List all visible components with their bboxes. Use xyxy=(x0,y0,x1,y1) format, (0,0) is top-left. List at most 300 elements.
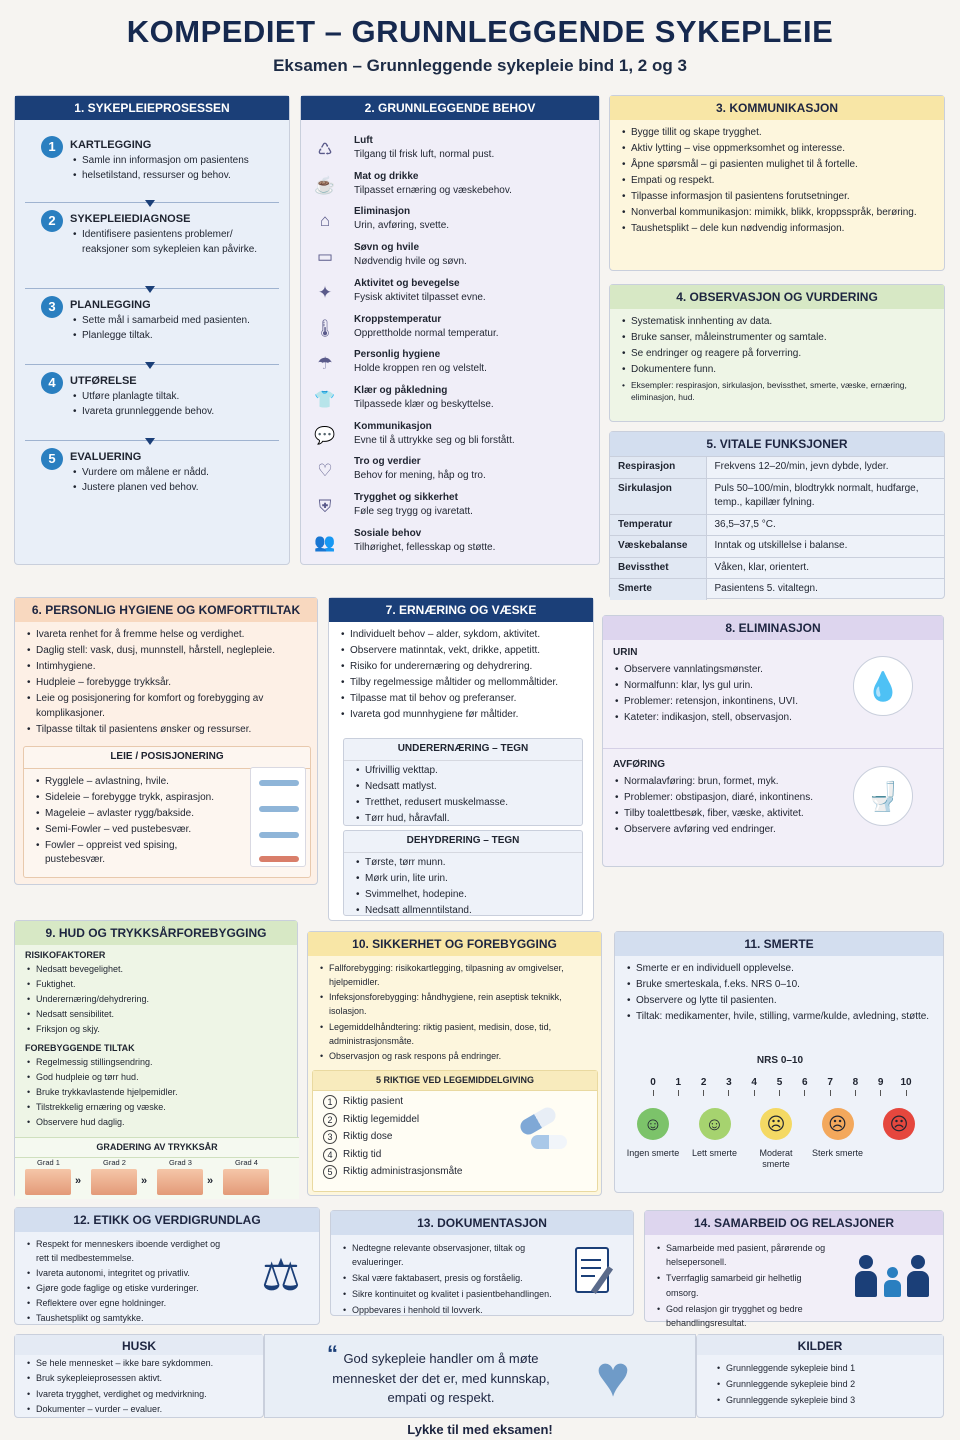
list-item: • Observere hud daglig. xyxy=(27,1116,287,1130)
page-title: KOMPEDIET – GRUNNLEGGENDE SYKEPLEIE xyxy=(126,14,834,49)
nrs-number: 5 xyxy=(776,1077,783,1088)
step-items xyxy=(73,390,273,419)
need-item xyxy=(311,348,581,382)
card-title: 4. OBSERVASJON OG VURDERING xyxy=(610,285,944,309)
grade-label: Grad 1 xyxy=(37,1158,60,1167)
vital-label: Smerte xyxy=(610,579,706,600)
pain-face-icon: ☺ xyxy=(637,1108,669,1140)
list-item: • Se hele mennesket – ikke bare sykdommen. xyxy=(27,1357,253,1371)
dehydrering-box xyxy=(343,830,583,916)
list-item: • Tilby regelmessige måltider og mellommåltider. xyxy=(341,676,583,691)
list-item: • Bygge tillit og skape trygghet. xyxy=(622,126,934,141)
shield-icon: ⛨ xyxy=(318,497,332,516)
arrow-down-icon xyxy=(145,286,155,293)
right-number: 2 xyxy=(323,1113,337,1127)
step-name: UTFØRELSE xyxy=(70,375,137,387)
list-item: • Leie og posisjonering for komfort og forebygging av komplikasjoner. xyxy=(27,692,307,721)
list-item: • Oppbevares i henhold til lovverk. xyxy=(343,1303,553,1317)
step-items xyxy=(73,228,273,257)
positioning-list xyxy=(24,769,239,874)
chevron-right-icon: » xyxy=(207,1175,214,1187)
list-item: • Ivareta autonomi, integritet og privatliv. xyxy=(27,1267,233,1281)
list-item: • Hudpleie – forebygge trykksår. xyxy=(27,676,307,691)
vital-label: Bevissthet xyxy=(610,557,706,579)
right-number: 5 xyxy=(323,1165,337,1179)
process-step xyxy=(25,448,290,518)
card-husk xyxy=(14,1334,264,1418)
nrs-tick xyxy=(804,1090,805,1096)
shower-icon: ☂ xyxy=(317,354,333,374)
list-item: • Legemiddelhåndtering: riktig pasient, medisin, dose, tid, administrasjonsmåte. xyxy=(320,1021,591,1049)
avforing-list xyxy=(603,773,843,843)
need-name: Kommunikasjon xyxy=(354,420,432,432)
need-desc: Føle seg trygg og ivaretatt. xyxy=(354,506,473,517)
table-row xyxy=(610,536,944,558)
vital-value: Inntak og utskillelse i balanse. xyxy=(706,536,944,558)
card-title: 13. DOKUMENTASJON xyxy=(331,1211,633,1235)
card-samarbeid xyxy=(644,1210,944,1328)
pain-face-icon: ☹ xyxy=(883,1108,915,1140)
card-sikkerhet xyxy=(307,931,602,1196)
nrs-title: NRS 0–10 xyxy=(756,1055,804,1066)
list-item: • Empati og respekt. xyxy=(622,174,934,189)
list-item: • Planlegge tiltak. xyxy=(73,329,273,344)
list-item: • Sideleie – forebygge trykk, aspirasjon. xyxy=(36,791,229,806)
card-hud-trykksar xyxy=(14,920,298,1198)
arrow-down-icon xyxy=(145,438,155,445)
list-item: • Fowler – oppreist ved spising, pustebesvær. xyxy=(36,839,229,868)
footer-text: Lykke til med eksamen! xyxy=(407,1422,553,1437)
need-name: Sosiale behov xyxy=(354,527,422,539)
need-name: Personlig hygiene xyxy=(354,349,441,361)
list-item: • Bruke smerteskala, f.eks. NRS 0–10. xyxy=(627,978,933,993)
list-item: • Nedsatt matlyst. xyxy=(356,780,572,795)
right-label: Riktig pasient xyxy=(343,1096,404,1108)
card-dokumentasjon xyxy=(330,1210,634,1316)
right-label: Riktig tid xyxy=(343,1148,382,1160)
need-desc: Opprettholde normal temperatur. xyxy=(354,327,499,339)
list-item: • Risiko for underernæring og dehydrering. xyxy=(341,660,583,675)
need-desc: Evne til å uttrykke seg og bli forstått. xyxy=(354,434,515,446)
pressure-ulcer-grade-icon xyxy=(223,1169,269,1195)
list-item: • Tørste, tørr munn. xyxy=(356,856,572,871)
notepad-pen-icon xyxy=(571,1243,621,1303)
right-number: 4 xyxy=(323,1148,337,1162)
nrs-tick xyxy=(703,1090,704,1096)
list-item: • Dokumenter – vurder – evaluer. xyxy=(27,1403,253,1417)
list-item: • Fuktighet. xyxy=(27,978,287,992)
list-item: • Aktiv lytting – vise oppmerksomhet og interesse. xyxy=(622,142,934,157)
list-item: • Tilpasse mat til behov og preferanser. xyxy=(341,692,583,707)
list-item: • Sikre kontinuitet og kvalitet i pasientbehandlingen. xyxy=(343,1287,553,1301)
list-item: • Tilpasse tiltak til pasientens ønsker og ressurser. xyxy=(27,723,307,738)
list-item: • Bruk sykepleieprosessen aktivt. xyxy=(27,1372,253,1386)
card-title: 3. KOMMUNIKASJON xyxy=(610,96,944,120)
list-item: • Nedtegne relevante observasjoner, tiltak og evalueringer. xyxy=(343,1241,553,1270)
list-item: • Tilby toalettbesøk, fiber, væske, aktivitet. xyxy=(615,807,833,822)
kilder-list xyxy=(697,1355,943,1413)
pain-face-label: Lett smerte xyxy=(691,1148,738,1158)
sikkerhet-list xyxy=(308,956,601,1070)
list-item xyxy=(323,1165,587,1180)
grading-title: GRADERING AV TRYKKSÅR xyxy=(15,1138,299,1158)
right-number: 1 xyxy=(323,1095,337,1109)
list-item: • Utføre planlagte tiltak. xyxy=(73,390,273,405)
step-number: 3 xyxy=(41,296,63,318)
toilet-icon: 🚽 xyxy=(853,766,913,826)
list-item: • Samarbeide med pasient, pårørende og helsepersonell. xyxy=(657,1241,835,1270)
card-personlig-hygiene xyxy=(14,597,318,885)
nrs-number: 6 xyxy=(802,1077,808,1088)
list-item: • God hudpleie og tørr hud. xyxy=(27,1071,287,1085)
etikk-list xyxy=(15,1232,243,1331)
list-item: • Taushetsplikt – dele kun nødvendig informasjon. xyxy=(622,222,934,237)
list-item: • Åpne spørsmål – gi pasienten mulighet til å fortelle. xyxy=(622,158,934,173)
need-desc: Tilhørighet, fellesskap og støtte. xyxy=(354,541,496,553)
nrs-number: 10 xyxy=(900,1077,912,1088)
list-item: • Intimhygiene. xyxy=(27,660,307,675)
need-item xyxy=(311,170,581,204)
kommunikasjon-list xyxy=(610,120,944,242)
step-name: SYKEPLEIEDIAGNOSE xyxy=(70,213,191,225)
list-item: • Se endringer og reagere på forverring. xyxy=(622,347,934,362)
pain-face-label: Moderat smerte xyxy=(759,1148,793,1169)
list-item: • Underernæring/dehydrering. xyxy=(27,993,287,1007)
water-drop-icon: 💧 xyxy=(853,656,913,716)
right-label: Riktig administrasjonsmåte xyxy=(343,1166,463,1178)
positioning-title: LEIE / POSISJONERING xyxy=(24,747,310,769)
list-item: • Ivareta renhet for å fremme helse og verdighet. xyxy=(27,628,307,643)
list-item: • God relasjon gir trygghet og bedre behandlingsresultat. xyxy=(657,1302,835,1331)
chevron-right-icon: » xyxy=(75,1175,82,1187)
vital-label: Væskebalanse xyxy=(610,536,706,558)
vital-value: Puls 50–100/min, blodtrykk normalt, hudfarge, temp., kapillær fylning. xyxy=(706,478,944,514)
step-number: 1 xyxy=(41,136,63,158)
list-item: • Normalfunn: klar, lys gul urin. xyxy=(615,679,933,694)
list-item: • Friksjon og skjy. xyxy=(27,1023,287,1037)
arrow-down-icon xyxy=(145,200,155,207)
vital-value: Våken, klar, orientert. xyxy=(706,557,944,579)
heart-icon: ♡ xyxy=(317,461,333,481)
nrs-tick xyxy=(728,1090,729,1096)
card-title: 14. SAMARBEID OG RELASJONER xyxy=(645,1211,943,1235)
pain-face-label: Ingen smerte xyxy=(626,1148,680,1158)
list-item: • Skal være faktabasert, presis og forståelig. xyxy=(343,1271,553,1285)
hygiene-list xyxy=(15,622,317,743)
pain-face-icon: ☺ xyxy=(699,1108,731,1140)
need-item xyxy=(311,241,581,275)
ernaering-list xyxy=(329,622,593,728)
nrs-number: 2 xyxy=(700,1077,707,1088)
need-name: Tro og verdier xyxy=(354,456,421,468)
list-item: • Mørk urin, lite urin. xyxy=(356,872,572,887)
observasjon-list xyxy=(610,309,944,409)
quote-text: God sykepleie handler om å møte mennesket der det er, med kunnskap, empati og respekt. xyxy=(332,1351,550,1405)
divider xyxy=(603,748,943,749)
list-item: • Samle inn informasjon om pasientens xyxy=(73,154,273,169)
card-title: 9. HUD OG TRYKKSÅRFOREBYGGING xyxy=(15,921,297,945)
example-note: • Eksempler: respirasjon, sirkulasjon, bevissthet, smerte, væske, ernæring, eliminasjon, hud. xyxy=(622,379,934,404)
nrs-tick xyxy=(779,1090,780,1096)
step-items xyxy=(73,154,273,183)
list-item: • Rygglele – avlastning, hvile. xyxy=(36,775,229,790)
need-item xyxy=(311,491,581,525)
list-item: • Semi-Fowler – ved pustebesvær. xyxy=(36,823,229,838)
pressure-ulcer-grade-icon xyxy=(91,1169,137,1195)
cup-icon: ☕ xyxy=(314,175,336,195)
prevention-list xyxy=(15,1055,297,1135)
family-icon xyxy=(855,1251,935,1301)
list-item: • Problemer: retensjon, inkontinens, UVI. xyxy=(615,695,933,710)
list-item: • Observasjon og rask respons på endringer. xyxy=(320,1050,591,1064)
urin-label: URIN xyxy=(613,647,638,658)
need-desc: Behov for mening, håp og tro. xyxy=(354,470,486,482)
need-item xyxy=(311,527,581,561)
card-title: HUSK xyxy=(15,1335,263,1355)
list-item: • Grunnleggende sykepleie bind 3 xyxy=(717,1393,933,1407)
pain-face-icon: ☹ xyxy=(760,1108,792,1140)
vital-value: Pasientens 5. vitaltegn. xyxy=(706,579,944,600)
vital-signs-table xyxy=(610,456,944,600)
card-smerte xyxy=(614,931,944,1193)
card-observasjon xyxy=(609,284,945,422)
step-number: 2 xyxy=(41,210,63,232)
list-item: • Tverrfaglig samarbeid gir helhetlig omsorg. xyxy=(657,1271,835,1300)
step-number: 5 xyxy=(41,448,63,470)
need-item xyxy=(311,313,581,347)
nrs-number: 8 xyxy=(852,1077,859,1088)
list-item: • Nonverbal kommunikasjon: mimikk, blikk, kroppsspråk, berøring. xyxy=(622,206,934,221)
dehydrering-title: DEHYDRERING – TEGN xyxy=(344,831,582,853)
pressure-ulcer-grade-icon xyxy=(157,1169,203,1195)
list-item: • Systematisk innhenting av data. xyxy=(622,315,934,330)
list-item: • Ivareta trygghet, verdighet og medvirkning. xyxy=(27,1388,253,1402)
scales-icon: ⚖ xyxy=(261,1251,301,1300)
process-step xyxy=(25,136,290,206)
list-item: • Ufrivillig vekttap. xyxy=(356,764,572,779)
positioning-illustration-icon xyxy=(250,767,306,867)
need-item xyxy=(311,134,581,168)
list-item: • Bruke sanser, måleinstrumenter og samtale. xyxy=(622,331,934,346)
nrs-tick xyxy=(830,1090,831,1096)
prevention-label: FOREBYGGENDE TILTAK xyxy=(25,1043,135,1054)
list-item: • Gjøre gode faglige og etiske vurderinger. xyxy=(27,1282,233,1296)
need-desc: Tilgang til frisk luft, normal pust. xyxy=(354,149,495,160)
list-item: • Tilpasse informasjon til pasientens forutsetninger. xyxy=(622,190,934,205)
card-title: KILDER xyxy=(697,1335,943,1355)
list-item: • Tørr hud, håravfall. xyxy=(356,812,572,827)
avforing-label: AVFØRING xyxy=(613,759,666,770)
need-item xyxy=(311,205,581,239)
list-item: • Observere matinntak, vekt, drikke, appetitt. xyxy=(341,644,583,659)
card-title: 7. ERNÆRING OG VÆSKE xyxy=(329,598,593,622)
card-title: 6. PERSONLIG HYGIENE OG KOMFORTTILTAK xyxy=(15,598,317,622)
undernaering-list xyxy=(344,761,582,832)
list-item: • Kateter: indikasjon, stell, observasjon. xyxy=(615,711,933,726)
nrs-tick xyxy=(855,1090,856,1096)
card-grunnleggende-behov xyxy=(300,95,600,565)
card-title: 1. SYKEPLEIEPROSESSEN xyxy=(15,96,289,120)
nrs-number: 3 xyxy=(726,1077,732,1088)
table-row xyxy=(610,514,944,536)
card-title: 10. SIKKERHET OG FOREBYGGING xyxy=(308,932,601,956)
need-item xyxy=(311,384,581,418)
need-desc: Holde kroppen ren og velstelt. xyxy=(354,363,487,375)
chevron-right-icon: » xyxy=(141,1175,148,1187)
list-item: • helsetilstand, ressurser og behov. xyxy=(73,169,273,184)
quote-box xyxy=(264,1334,696,1418)
lungs-icon: ♺ xyxy=(317,140,333,159)
list-item: • Taushetsplikt og samtykke. xyxy=(27,1312,233,1326)
need-name: Mat og drikke xyxy=(354,170,419,182)
process-step xyxy=(25,210,290,280)
nrs-tick xyxy=(678,1090,679,1096)
card-title: 2. GRUNNLEGGENDE BEHOV xyxy=(301,96,599,120)
card-kommunikasjon xyxy=(609,95,945,271)
list-item: • Ivareta god munnhygiene før måltider. xyxy=(341,708,583,723)
risk-list xyxy=(15,962,297,1042)
dokumentasjon-list xyxy=(331,1235,563,1323)
list-item: • Grunnleggende sykepleie bind 2 xyxy=(717,1377,933,1391)
right-label: Riktig dose xyxy=(343,1131,393,1143)
nrs-tick xyxy=(906,1090,907,1096)
shirt-icon: 👕 xyxy=(314,389,336,409)
vital-value: Frekvens 12–20/min, jevn dybde, lyder. xyxy=(706,457,944,479)
card-sykepleieprosessen xyxy=(14,95,290,565)
need-item xyxy=(311,455,581,489)
vital-label: Sirkulasjon xyxy=(610,478,706,514)
step-items xyxy=(73,314,273,343)
toilet-icon: ⌂ xyxy=(319,211,331,231)
list-item: • Sette mål i samarbeid med pasienten. xyxy=(73,314,273,329)
nrs-number: 4 xyxy=(751,1077,757,1088)
list-item: • Normalavføring: brun, formet, myk. xyxy=(615,775,833,790)
list-item: • Svimmelhet, hodepine. xyxy=(356,888,572,903)
vital-value: 36,5–37,5 °C. xyxy=(706,514,944,536)
list-item: • Bruke trykkavlastende hjelpemidler. xyxy=(27,1086,287,1100)
need-item xyxy=(311,277,581,311)
table-row xyxy=(610,557,944,579)
nrs-number: 9 xyxy=(877,1077,884,1088)
five-rights-box xyxy=(312,1070,598,1192)
pain-face-label: Sterk smerte xyxy=(811,1148,863,1158)
vital-label: Temperatur xyxy=(610,514,706,536)
smerte-list xyxy=(615,956,943,1030)
thermometer-icon: 🌡 xyxy=(314,318,336,338)
list-item: • Daglig stell: vask, dusj, munnstell, hårstell, neglepleie. xyxy=(27,644,307,659)
list-item: • Justere planen ved behov. xyxy=(73,481,273,496)
need-name: Aktivitet og bevegelse xyxy=(354,277,460,289)
list-item: • Observere vannlatingsmønster. xyxy=(615,663,933,678)
nrs-number: 7 xyxy=(827,1077,833,1088)
list-item: • Infeksjonsforebygging: håndhygiene, rein aseptisk teknikk, isolasjon. xyxy=(320,991,591,1019)
card-title: 8. ELIMINASJON xyxy=(603,616,943,640)
list-item: • Nedsatt sensibilitet. xyxy=(27,1008,287,1022)
list-item: • Ivareta grunnleggende behov. xyxy=(73,405,273,420)
need-item xyxy=(311,420,581,454)
need-name: Eliminasjon xyxy=(354,206,411,218)
list-item: • Observere avføring ved endringer. xyxy=(615,823,833,838)
step-name: KARTLEGGING xyxy=(70,139,152,151)
grading-box xyxy=(15,1137,299,1199)
card-eliminasjon xyxy=(602,615,944,867)
quote-mark-icon: “ xyxy=(327,1341,338,1366)
positioning-box xyxy=(23,746,311,878)
samarbeid-list xyxy=(645,1235,845,1336)
risk-label: RISIKOFAKTORER xyxy=(25,950,106,960)
need-desc: Fysisk aktivitet tilpasset evne. xyxy=(354,291,486,303)
card-kilder xyxy=(696,1334,944,1418)
arrow-down-icon xyxy=(145,362,155,369)
people-icon: 👥 xyxy=(314,532,336,552)
table-row xyxy=(610,579,944,600)
list-item: • Problemer: obstipasjon, diaré, inkontinens. xyxy=(615,791,833,806)
table-row xyxy=(610,478,944,514)
step-number: 4 xyxy=(41,372,63,394)
step-name: EVALUERING xyxy=(70,451,142,463)
list-item: • Identifisere pasientens problemer/ reaksjoner som sykepleien kan påvirke. xyxy=(73,228,273,257)
undernaering-title: UNDERERNÆRING – TEGN xyxy=(344,739,582,761)
need-name: Luft xyxy=(354,135,373,146)
list-item: • Tiltak: medikamenter, hvile, stilling, varme/kulde, avledning, støtte. xyxy=(627,1010,933,1025)
process-step xyxy=(25,372,290,442)
card-etikk xyxy=(14,1207,320,1325)
right-label: Riktig legemiddel xyxy=(343,1113,420,1125)
grade-label: Grad 2 xyxy=(103,1158,126,1167)
card-title: 12. ETIKK OG VERDIGRUNDLAG xyxy=(15,1208,319,1232)
need-name: Søvn og hvile xyxy=(354,242,420,254)
need-desc: Tilpassede klær og beskyttelse. xyxy=(354,398,494,410)
need-name: Klær og påkledning xyxy=(354,384,448,396)
card-title: 11. SMERTE xyxy=(615,932,943,956)
undernaering-box xyxy=(343,738,583,826)
pain-face-icon: ☹ xyxy=(822,1108,854,1140)
need-desc: Nødvendig hvile og søvn. xyxy=(354,256,467,268)
nrs-tick xyxy=(754,1090,755,1096)
list-item: • Smerte er en individuell opplevelse. xyxy=(627,962,933,977)
grade-label: Grad 3 xyxy=(169,1158,192,1167)
list-item: • Mageleie – avlaster rygg/bakside. xyxy=(36,807,229,822)
need-name: Kroppstemperatur xyxy=(354,313,442,325)
list-item: • Individuelt behov – alder, sykdom, aktivitet. xyxy=(341,628,583,643)
right-number: 3 xyxy=(323,1130,337,1144)
list-item: • Nedsatt allmenntilstand. xyxy=(356,904,572,919)
speech-bubble-icon: 💬 xyxy=(314,425,336,445)
dehydrering-list xyxy=(344,853,582,924)
list-item: • Fallforebygging: risikokartlegging, tilpasning av omgivelser, hjelpemidler. xyxy=(320,962,591,990)
list-item: • Grunnleggende sykepleie bind 1 xyxy=(717,1361,933,1375)
list-item: • Tilstrekkelig ernæring og væske. xyxy=(27,1101,287,1115)
page-subtitle: Eksamen – Grunnleggende sykepleie bind 1, 2 og 3 xyxy=(273,56,687,75)
nrs-number: 1 xyxy=(675,1077,682,1088)
list-item: • Reflektere over egne holdninger. xyxy=(27,1297,233,1311)
nrs-tick xyxy=(880,1090,881,1096)
five-rights-title: 5 RIKTIGE VED LEGEMIDDELGIVING xyxy=(313,1071,597,1091)
nrs-tick xyxy=(653,1090,654,1096)
vital-label: Respirasjon xyxy=(610,457,706,479)
need-desc: Urin, avføring, svette. xyxy=(354,220,450,232)
nrs-number: 0 xyxy=(650,1077,656,1088)
husk-list xyxy=(15,1355,263,1423)
list-item: • Tretthet, redusert muskelmasse. xyxy=(356,796,572,811)
heart-icon: ♥ xyxy=(595,1344,631,1409)
card-title: 5. VITALE FUNKSJONER xyxy=(610,432,944,456)
list-item: • Respekt for menneskers iboende verdighet og rett til medbestemmelse. xyxy=(27,1238,233,1265)
step-name: PLANLEGGING xyxy=(70,299,151,311)
card-vitale-funksjoner xyxy=(609,431,945,599)
walking-person-icon: ✦ xyxy=(317,282,333,302)
table-row xyxy=(610,457,944,479)
